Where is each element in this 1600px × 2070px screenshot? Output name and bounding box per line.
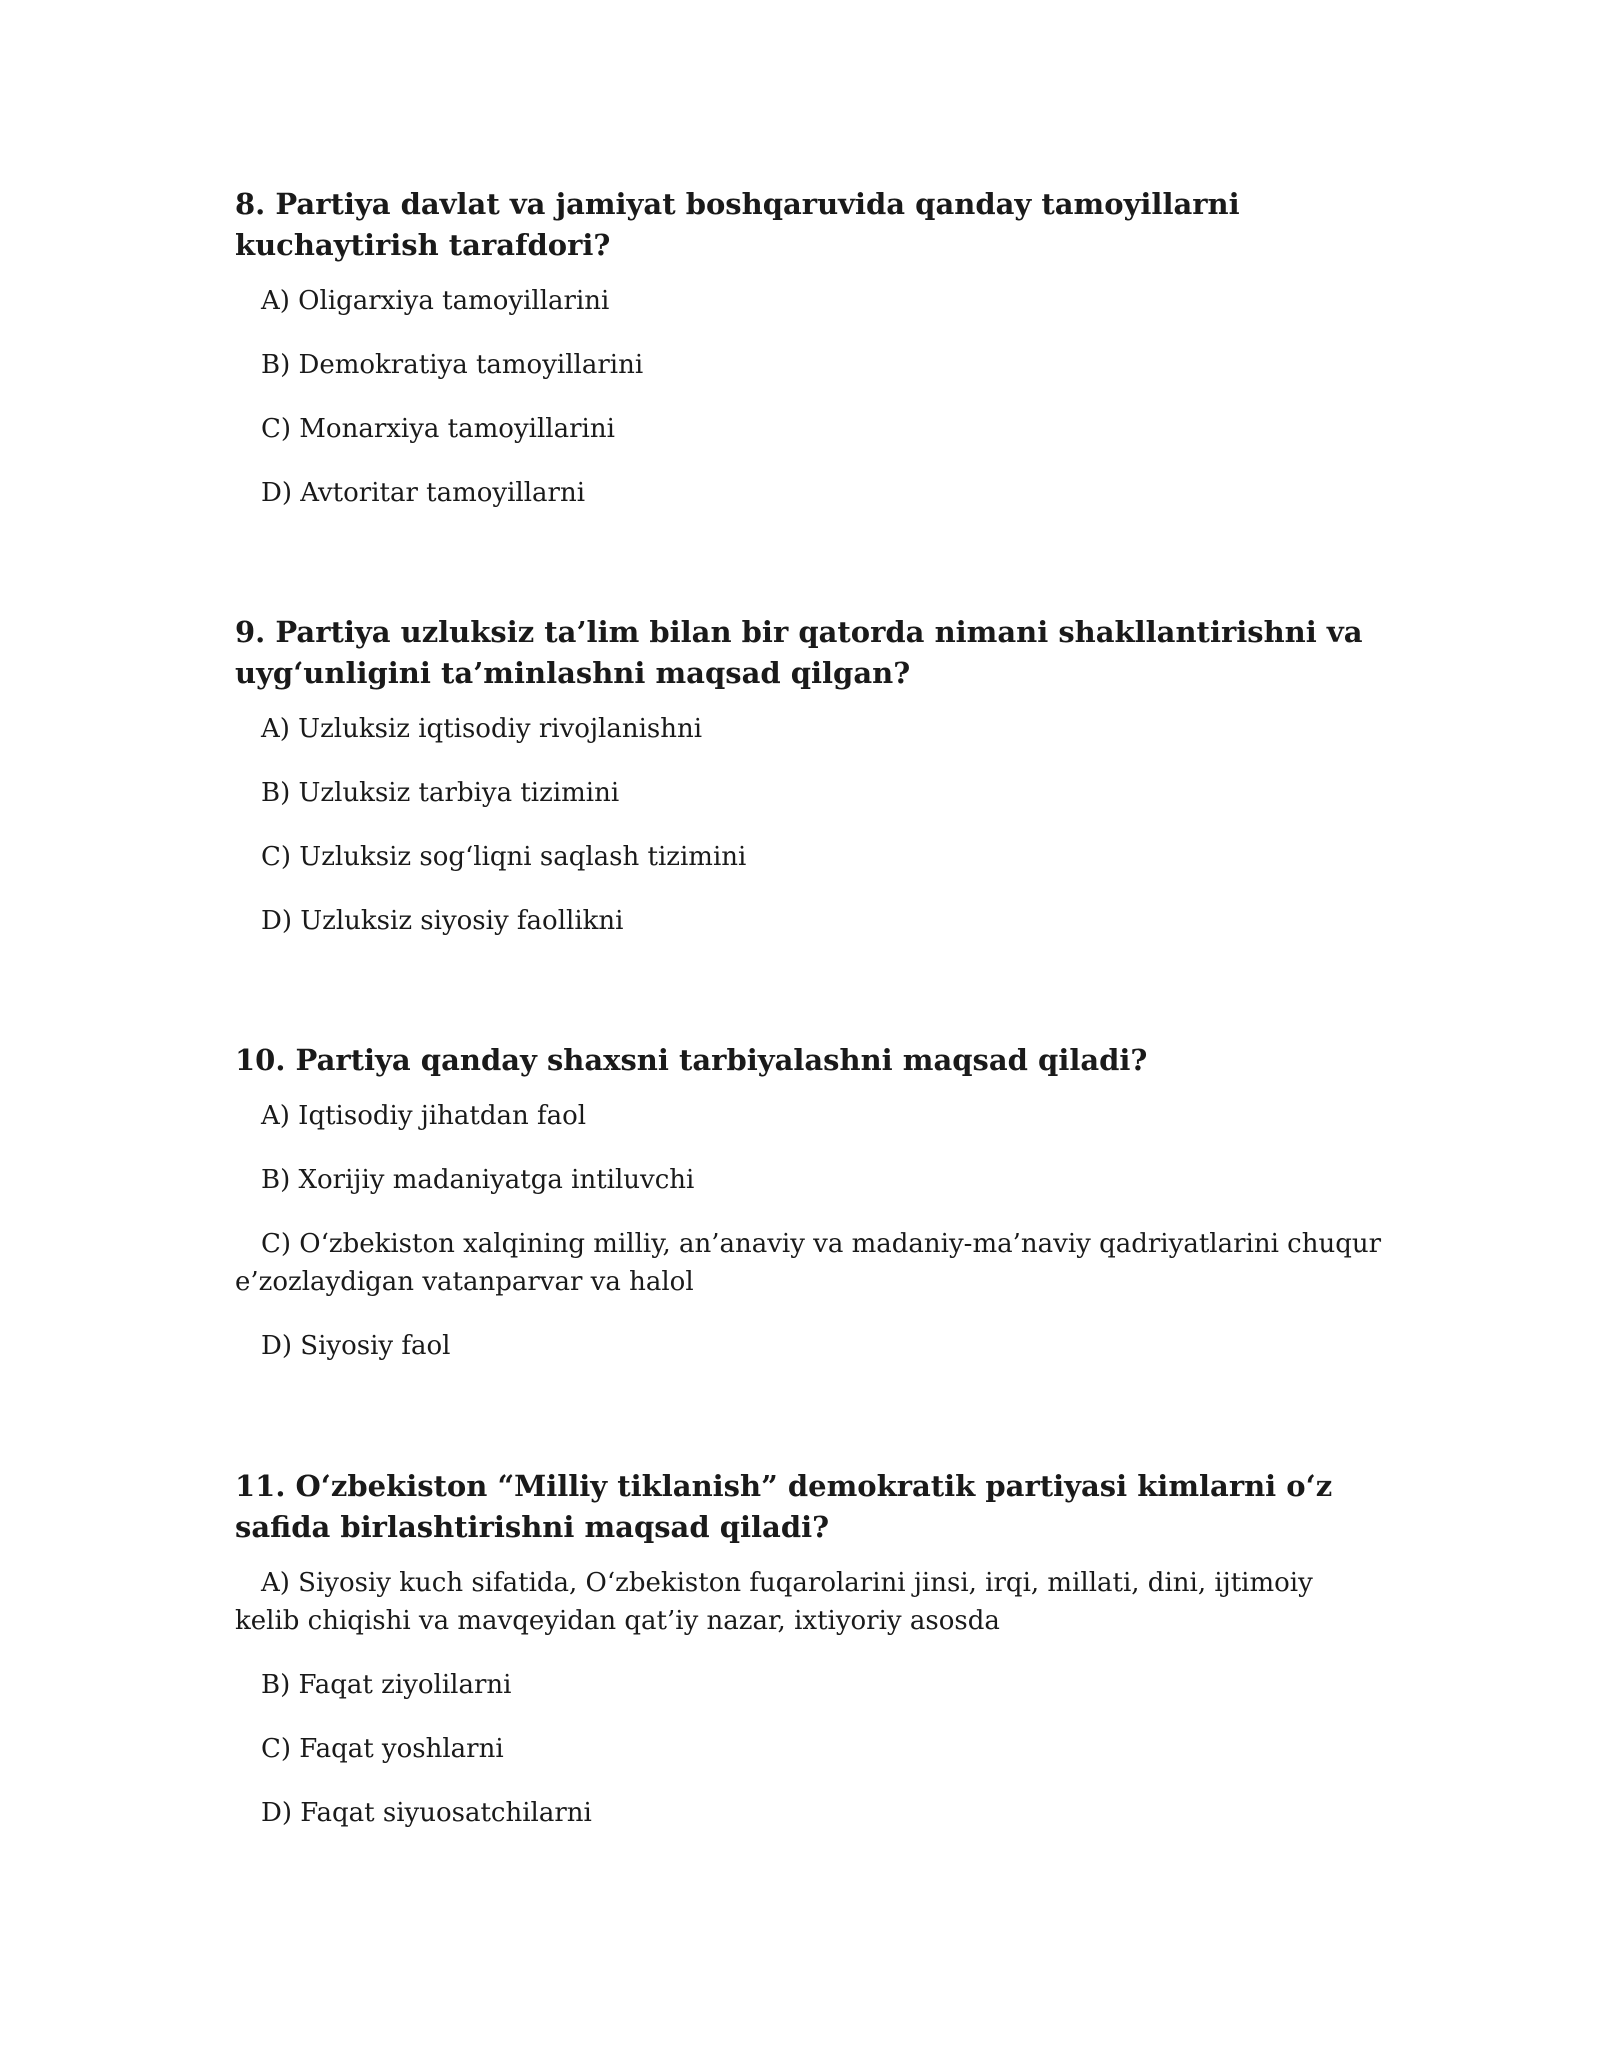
question-9 <box>235 612 1385 940</box>
answer-option-c: C) O‘zbekiston xalqining milliy, an’anaviy va madaniy-ma’naviy qadriyatlarini chuqur e’zozlaydigan vatanparvar va halol <box>235 1229 1382 1297</box>
answer-option-b: B) Faqat ziyolilarni <box>261 1670 512 1700</box>
answer-option-c: C) Uzluksiz sog‘liqni saqlash tizimini <box>261 842 747 872</box>
answer-option-d: D) Avtoritar tamoyillarni <box>261 478 586 508</box>
answer-option-a: A) Uzluksiz iqtisodiy rivojlanishni <box>261 714 703 744</box>
question-title: 9. Partiya uzluksiz ta’lim bilan bir qatorda nimani shakllantirishni va uyg‘unligini ta’minlashni maqsad qilgan? <box>235 615 1363 690</box>
answer-option-b: B) Uzluksiz tarbiya tizimini <box>261 778 620 808</box>
question-title: 11. O‘zbekiston “Milliy tiklanish” demokratik partiyasi kimlarni o‘z safida birlashtirishni maqsad qiladi? <box>235 1469 1333 1544</box>
question-11 <box>235 1466 1385 1832</box>
answer-option-a: A) Siyosiy kuch sifatida, O‘zbekiston fuqarolarini jinsi, irqi, millati, dini, ijtimoiy kelib chiqishi va mavqeyidan qat’iy nazar, ixtiyoriy asosda <box>235 1568 1313 1636</box>
question-10 <box>235 1040 1385 1365</box>
answer-option-b: B) Xorijiy madaniyatga intiluvchi <box>261 1165 695 1195</box>
answer-option-a: A) Oligarxiya tamoyillarini <box>261 286 610 316</box>
question-title: 8. Partiya davlat va jamiyat boshqaruvida qanday tamoyillarni kuchaytirish tarafdori? <box>235 187 1240 262</box>
answer-option-c: C) Monarxiya tamoyillarini <box>261 414 615 444</box>
question-8 <box>235 184 1385 512</box>
answer-option-d: D) Siyosiy faol <box>261 1331 451 1361</box>
answer-option-d: D) Uzluksiz siyosiy faollikni <box>261 906 624 936</box>
answer-option-b: B) Demokratiya tamoyillarini <box>261 350 644 380</box>
answer-option-d: D) Faqat siyuosatchilarni <box>261 1798 592 1828</box>
answer-option-a: A) Iqtisodiy jihatdan faol <box>261 1101 587 1131</box>
answer-option-c: C) Faqat yoshlarni <box>261 1734 504 1764</box>
question-title: 10. Partiya qanday shaxsni tarbiyalashni maqsad qiladi? <box>235 1043 1148 1077</box>
